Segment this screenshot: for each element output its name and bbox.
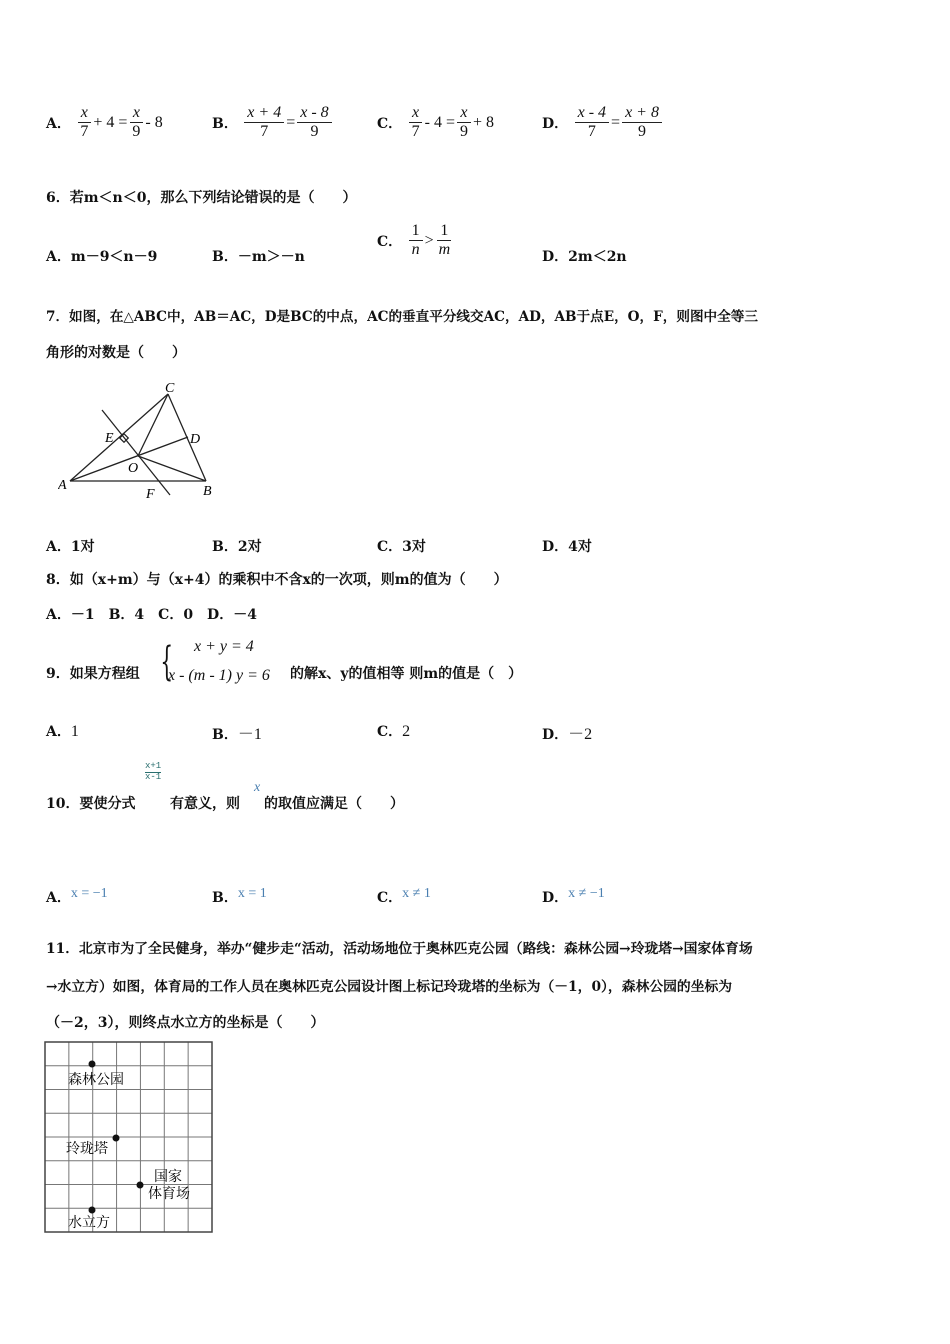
label-water-cube: 水立方 — [68, 1215, 110, 1231]
q6-option-a[interactable]: A．m－9＜n－9 — [46, 249, 158, 265]
fraction: $\frac{x - 4}{7}$ — [575, 104, 609, 142]
q11-grid-map — [44, 1041, 214, 1235]
fraction: $\frac{x}{7}$ — [77, 104, 91, 142]
fraction: $\frac{x + 4}{7}$ — [244, 104, 284, 142]
q7-option-a[interactable]: A．1对 — [46, 539, 95, 555]
q9-option-b[interactable]: B．－1 — [212, 726, 262, 743]
point-linglong-tower — [113, 1135, 120, 1142]
label-forest-park: 森林公园 — [68, 1072, 124, 1088]
label-f: F — [146, 487, 155, 502]
q6-option-c[interactable]: C． $\frac{1}{n}$ > $\frac{1}{m}$ — [377, 222, 455, 260]
fraction: $\frac{1}{m}$ — [438, 222, 451, 259]
q6-option-d[interactable]: D．2m＜2n — [542, 249, 627, 265]
q9-option-a[interactable]: A．1 — [46, 723, 79, 740]
label-stadium-1: 国家 — [154, 1169, 182, 1185]
equation-system-brace: { — [160, 639, 174, 685]
label-d: D — [190, 432, 201, 447]
option-label: A． — [46, 115, 71, 132]
point-water-cube — [89, 1207, 96, 1214]
label-o: O — [128, 461, 139, 476]
q10-option-a[interactable]: A．x = −1 — [46, 886, 108, 906]
fraction: $\frac{x}{9}$ — [457, 104, 471, 142]
fraction: $\frac{x - 8}{9}$ — [297, 104, 331, 142]
q6-stem: 6．若m＜n＜0，那么下列结论错误的是（ ） — [46, 190, 357, 206]
label-a: A — [58, 478, 67, 493]
q11-stem-line3: （－2，3），则终点水立方的坐标是（ ） — [46, 1015, 325, 1031]
option-label: B． — [212, 115, 238, 132]
fraction: $\frac{x+1}{x-1}$ — [145, 761, 162, 782]
grid-lines — [45, 1042, 212, 1232]
label-linglong-tower: 玲珑塔 — [66, 1141, 108, 1157]
label-stadium-2: 体育场 — [148, 1186, 190, 1202]
point-national-stadium — [137, 1182, 144, 1189]
q8-options[interactable]: A．－1 B．4 C．0 D．－4 — [46, 607, 257, 623]
fraction: $\frac{x}{7}$ — [409, 104, 423, 142]
q9-option-d[interactable]: D．－2 — [542, 726, 593, 743]
segment-ac — [70, 394, 168, 481]
option-label: D． — [542, 115, 569, 132]
q8-stem: 8．如（x+m）与（x+4）的乘积中不含x的一次项，则m的值为（ ） — [46, 572, 508, 588]
q7-option-b[interactable]: B．2对 — [212, 539, 262, 555]
q7-option-d[interactable]: D．4对 — [542, 539, 592, 555]
equation-1: x + y = 4 — [194, 638, 254, 655]
equation-2: x - (m - 1) y = 6 — [168, 667, 270, 684]
fraction: $\frac{x + 8}{9}$ — [622, 104, 662, 142]
q11-stem-line1: 11．北京市为了全民健身，举办“健步走“活动，活动场地位于奥林匹克公园（路线：森林公园→玲珑塔→国家体育场 — [46, 941, 753, 957]
fraction: $\frac{x}{9}$ — [129, 104, 143, 142]
label-b: B — [203, 484, 212, 499]
q11-stem-line2: →水立方）如图，体育局的工作人员在奥林匹克公园设计图上标记玲珑塔的坐标为（－1，0），森林公园的坐标为 — [46, 979, 733, 995]
q10-option-c[interactable]: C．x ≠ 1 — [377, 886, 431, 906]
q5-option-d[interactable]: D． $\frac{x - 4}{7}$ = $\frac{x + 8}{9}$ — [542, 104, 664, 142]
q5-option-c[interactable]: C． $\frac{x}{7}$ - 4 = $\frac{x}{9}$ + 8 — [377, 104, 494, 141]
label-c: C — [165, 381, 175, 396]
point-forest-park — [89, 1061, 96, 1068]
q5-option-a[interactable]: A． $\frac{x}{7}$ + 4 = $\frac{x}{9}$ - 8 — [46, 104, 163, 141]
q5-option-b[interactable]: B． $\frac{x + 4}{7}$ = $\frac{x - 8}{9}$ — [212, 104, 334, 142]
q7-stem-line1: 7．如图，在△ABC中，AB＝AC，D是BC的中点，AC的垂直平分线交AC，AD，AB于点E，O，F，则图中全等三 — [46, 309, 758, 325]
q10-option-b[interactable]: B．x = 1 — [212, 886, 267, 906]
q9-option-c[interactable]: C．2 — [377, 723, 411, 740]
q7-option-c[interactable]: C．3对 — [377, 539, 426, 555]
q7-stem-line2: 角形的对数是（ ） — [46, 345, 186, 361]
label-e: E — [105, 431, 114, 446]
q7-triangle-figure — [58, 380, 228, 505]
fraction: $\frac{1}{n}$ — [409, 222, 423, 260]
option-label: C． — [377, 115, 403, 132]
q10-option-d[interactable]: D．x ≠ −1 — [542, 886, 605, 906]
q6-option-b[interactable]: B．－m＞－n — [212, 249, 305, 265]
